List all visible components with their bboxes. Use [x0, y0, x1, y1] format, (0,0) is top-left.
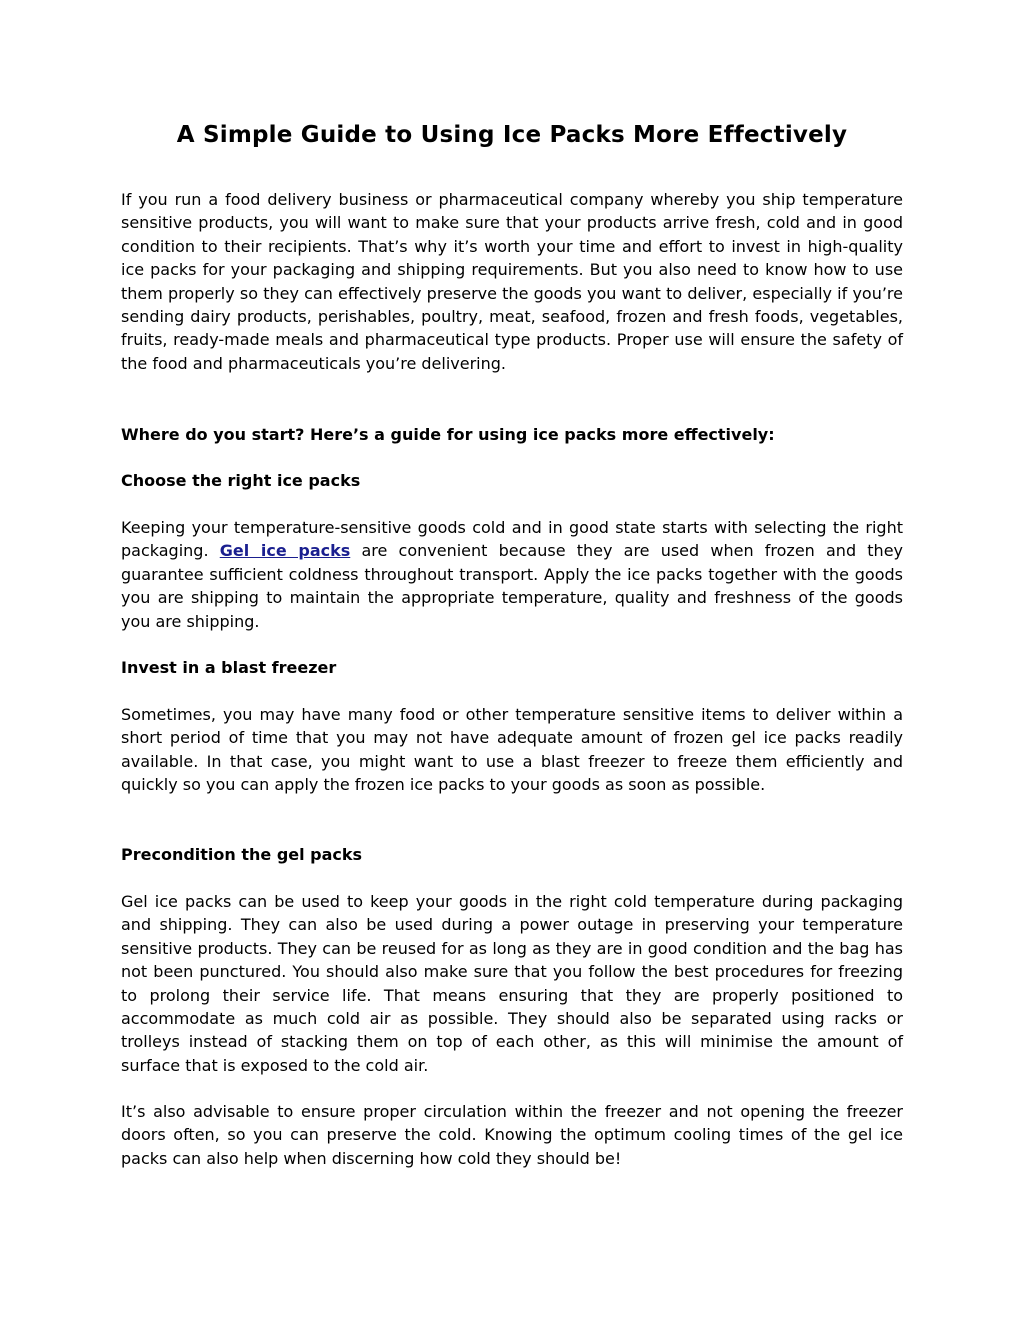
gel-ice-packs-link[interactable]: Gel ice packs — [219, 541, 351, 561]
paragraph-text-after-link: are convenient because they are used when frozen and they guarantee sufficient coldness throughout transport. Apply the ice packs together with the goods you are shipping to maintain the appropriate temperature, quality and freshness of the goods you are shipping. — [121, 541, 904, 631]
intro-paragraph: If you run a food delivery business or pharmaceutical company whereby you ship temperature sensitive products, you will want to make sure that your products arrive fresh, cold and in good condition to their recipients. That’s why it’s worth your time and effort to invest in high-quality ice packs for your packaging and shipping requirements. But you also need to know how to use them properly so they can effectively preserve the goods you want to deliver, especially if you’re sending dairy products, perishables, poultry, meat, seafood, frozen and fresh foods, vegetables, fruits, ready-made meals and pharmaceutical type products. Proper use will ensure the safety of the food and pharmaceuticals you’re delivering. — [121, 190, 903, 373]
section-paragraph-blast-freezer: Sometimes, you may have many food or other temperature sensitive items to deliver within a short period of time that you may not have adequate amount of frozen gel ice packs readily available. In that case, you might want to use a blast freezer to freeze them efficiently and quickly so you can apply the frozen ice packs to your goods as soon as possible. — [121, 705, 903, 795]
section-heading-precondition: Precondition the gel packs — [121, 845, 363, 864]
section-heading-choose-ice-packs: Choose the right ice packs — [121, 471, 361, 490]
section-paragraph-choose-ice-packs — [121, 516, 903, 633]
section-paragraph-precondition: Gel ice packs can be used to keep your goods in the right cold temperature during packaging and shipping. They can also be used during a power outage in preserving your temperature sensitive products. They can be reused for as long as they are in good condition and the bag has not been punctured. You should also make sure that you follow the best procedures for freezing to prolong their service life. That means ensuring that they are properly positioned to accommodate as much cold air as possible. They should also be separated using racks or trolleys instead of stacking them on top of each other, as this will minimise the amount of surface that is exposed to the cold air. — [121, 892, 903, 1075]
paragraph-text-before-link: Keeping your temperature-sensitive goods cold and in good state starts with selecting the right packaging. — [121, 518, 903, 561]
section-paragraph-circulation: It’s also advisable to ensure proper circulation within the freezer and not opening the freezer doors often, so you can preserve the cold. Knowing the optimum cooling times of the gel ice packs can also help when discerning how cold they should be! — [121, 1102, 903, 1168]
document-title: A Simple Guide to Using Ice Packs More Effectively — [176, 122, 848, 148]
section-heading-blast-freezer: Invest in a blast freezer — [121, 658, 337, 677]
lead-heading: Where do you start? Here’s a guide for using ice packs more effectively: — [121, 425, 775, 444]
